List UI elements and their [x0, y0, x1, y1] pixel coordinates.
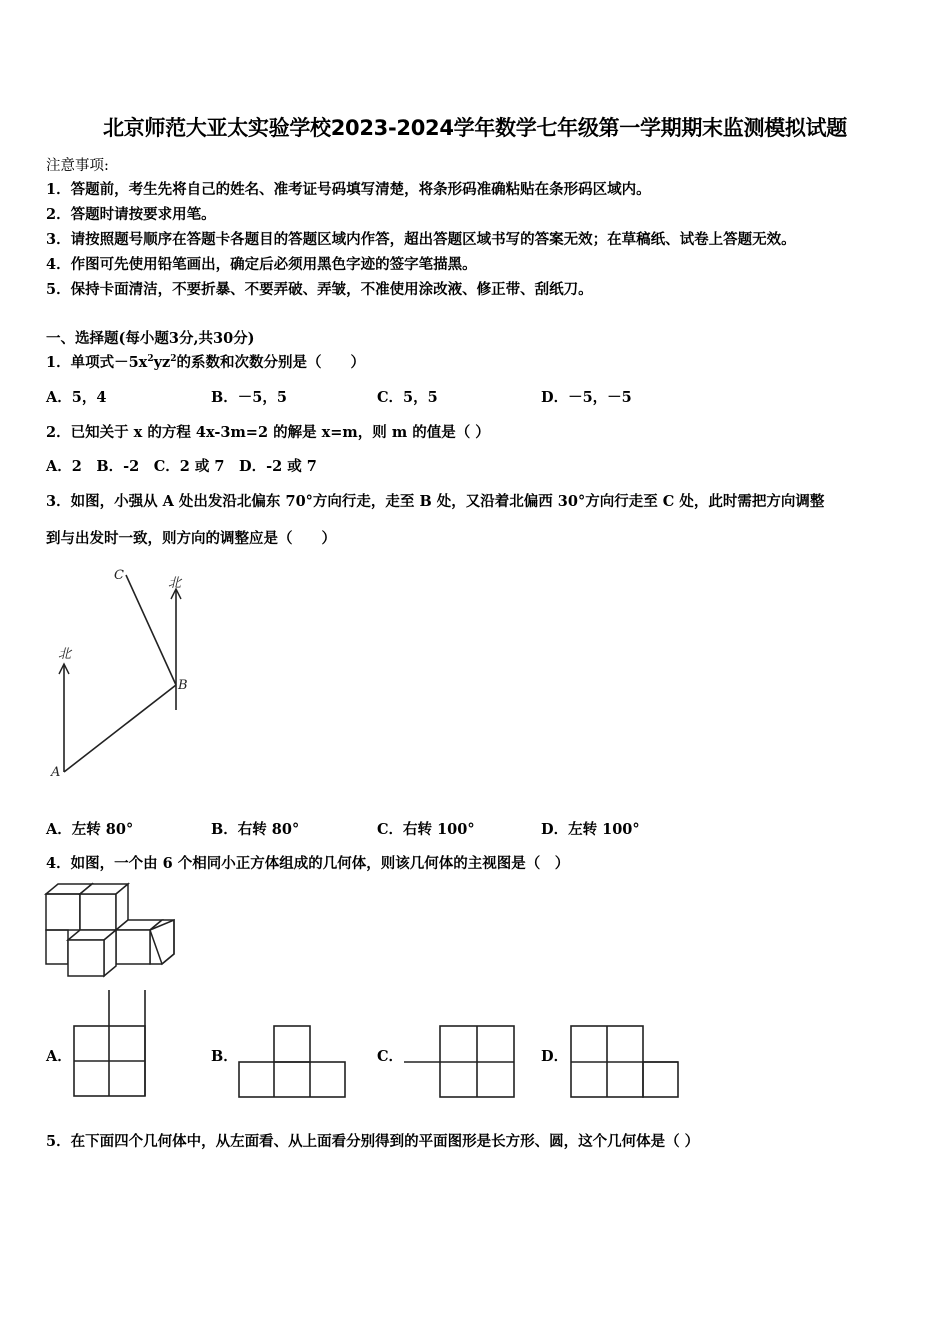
- notice-item-5: 5．保持卡面清洁，不要折暴、不要弄破、弄皱，不准使用涂改液、修正带、刮纸刀。: [46, 281, 593, 298]
- q3-option-b: B．右转 80°: [211, 821, 300, 838]
- q4-option-b-label: B．: [211, 1048, 238, 1065]
- question-3-line-1: 3．如图，小强从 A 处出发沿北偏东 70°方向行走，走至 B 处，又沿着北偏西 30°方向行走至 C 处，此时需把方向调整: [46, 493, 825, 510]
- point-c-label: C: [114, 568, 124, 583]
- section-heading: 一、选择题(每小题3分,共30分): [46, 330, 255, 347]
- q4-option-a-figure: [73, 990, 151, 1100]
- point-b-label: B: [178, 678, 188, 693]
- question-3-line-2: 到与出发时一致，则方向的调整应是（ ）: [46, 530, 336, 547]
- q1-prefix: 1．单项式－5x: [46, 354, 148, 371]
- question-1: [46, 351, 365, 372]
- notice-item-4: 4．作图可先使用铅笔画出，确定后必须用黑色字迹的签字笔描黑。: [46, 256, 477, 273]
- notice-item-2: 2．答题时请按要求用笔。: [46, 206, 216, 223]
- notice-item-1: 1．答题前，考生先将自己的姓名、准考证号码填写清楚，将条形码准确粘贴在条形码区域内。: [46, 181, 651, 198]
- q4-option-a-label: A．: [46, 1048, 72, 1065]
- q3-option-d: D．左转 100°: [541, 821, 640, 838]
- q1-option-a: A．5，4: [46, 389, 107, 406]
- q4-option-d-label: D．: [541, 1048, 569, 1065]
- q1-mid: yz: [153, 354, 171, 371]
- q4-option-d-figure: [570, 1025, 682, 1100]
- q1-exp1: 2: [147, 354, 154, 365]
- north-label-b: 北: [168, 576, 182, 591]
- q4-option-c-figure: [404, 1025, 519, 1100]
- point-a-label: A: [51, 765, 61, 780]
- question-2: 2．已知关于 x 的方程 4x-3m=2 的解是 x=m，则 m 的值是（ ）: [46, 424, 490, 441]
- q1-suffix: 的系数和次数分别是（ ）: [176, 354, 366, 371]
- q4-option-c-label: C．: [377, 1048, 404, 1065]
- question-5: 5．在下面四个几何体中，从左面看、从上面看分别得到的平面图形是长方形、圆，这个几何体是（ ）: [46, 1133, 700, 1150]
- notice-heading: 注意事项:: [46, 158, 109, 174]
- notice-item-3: 3．请按照题号顺序在答题卡各题目的答题区域内作答，超出答题区域书写的答案无效；在草稿纸、试卷上答题无效。: [46, 231, 796, 248]
- north-label-a: 北: [58, 647, 72, 662]
- q3-direction-figure: [40, 560, 210, 790]
- q3-option-a: A．左转 80°: [46, 821, 134, 838]
- page-title: 北京师范大亚太实验学校2023-2024学年数学七年级第一学期期末监测模拟试题: [103, 116, 847, 140]
- q4-option-b-figure: [238, 1025, 350, 1100]
- question-4: 4．如图，一个由 6 个相同小正方体组成的几何体，则该几何体的主视图是（ ）: [46, 855, 570, 872]
- q4-cube-figure: [44, 880, 184, 980]
- q1-exp2: 2: [170, 354, 177, 365]
- q3-option-c: C．右转 100°: [377, 821, 475, 838]
- q1-option-d: D．－5，－5: [541, 389, 632, 406]
- q1-option-c: C．5，5: [377, 389, 438, 406]
- q1-option-b: B．－5，5: [211, 389, 287, 406]
- q2-options: A．2 B．-2 C．2 或 7 D．-2 或 7: [46, 458, 317, 475]
